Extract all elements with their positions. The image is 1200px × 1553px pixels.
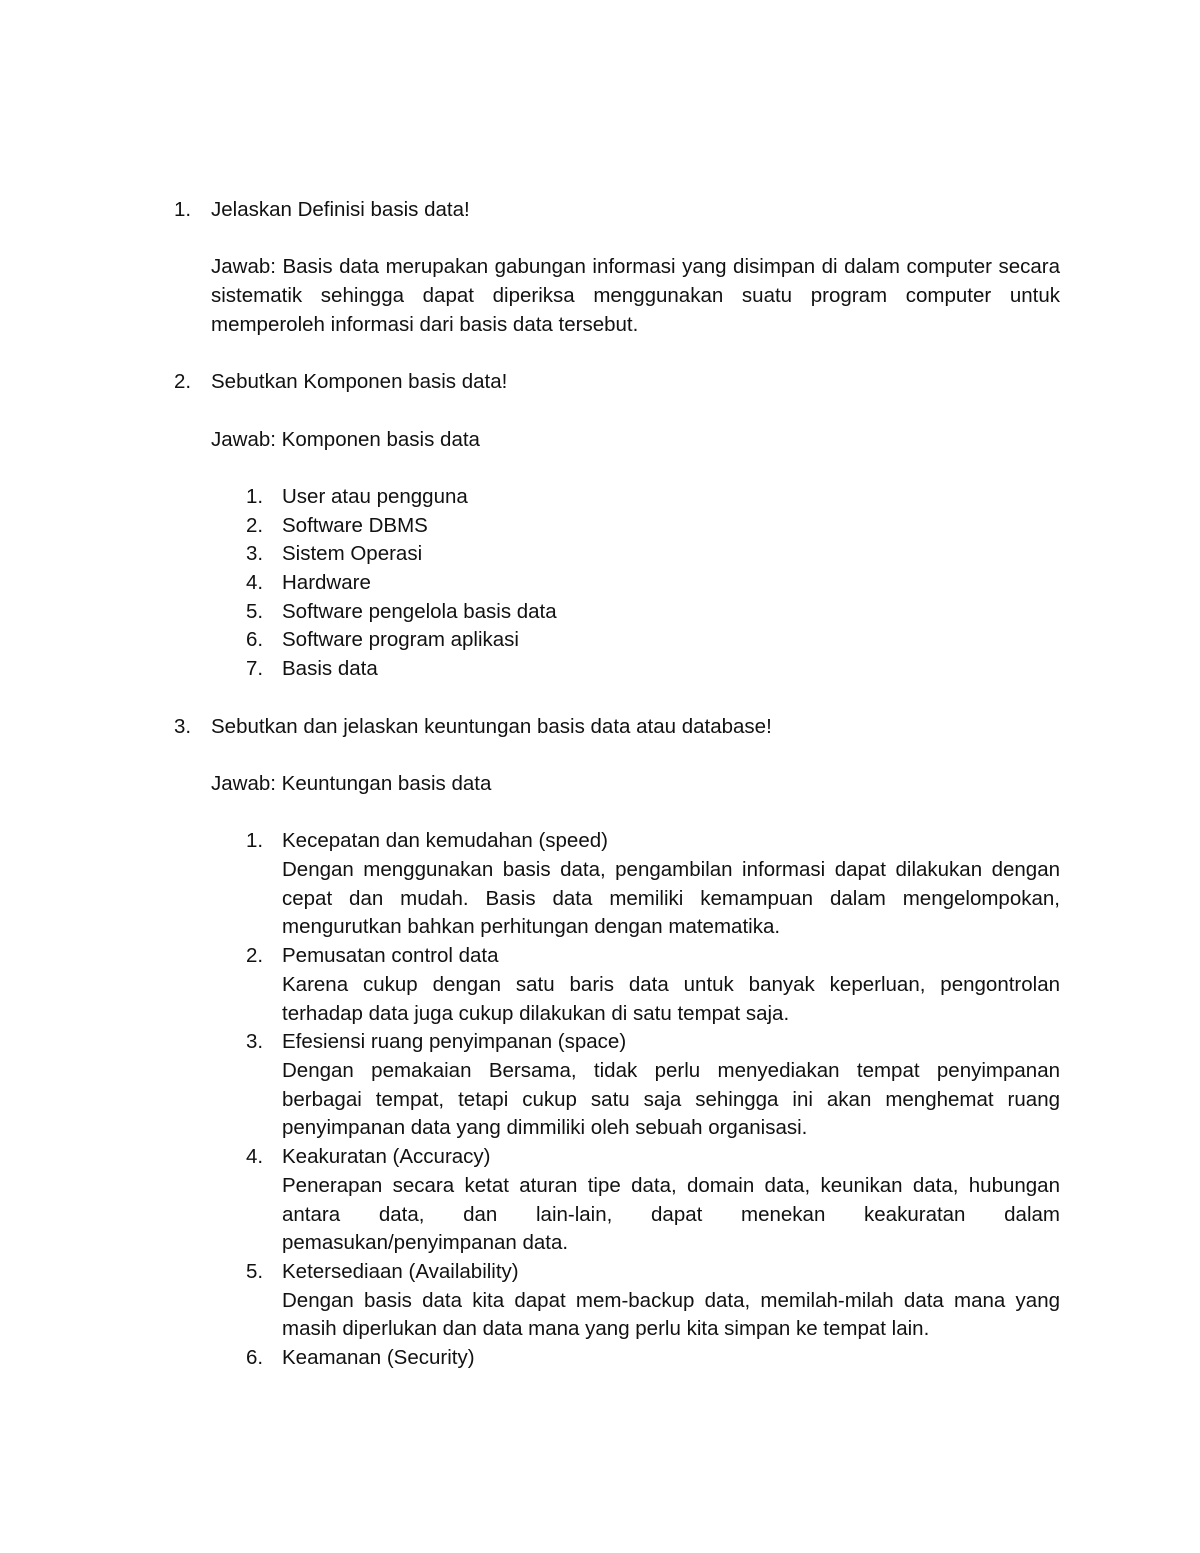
advantage-list: [211, 827, 1060, 1372]
list-item-label: Software program aplikasi: [282, 628, 519, 652]
list-item: [211, 626, 1060, 655]
list-item: [211, 569, 1060, 598]
list-item-label: Software DBMS: [282, 513, 428, 537]
list-item-title: Kecepatan dan kemudahan (speed): [282, 829, 608, 853]
list-item-description: Karena cukup dengan satu baris data untuk banyak keperluan, pengontrolan terhadap data juga cukup dilakukan di satu tempat saja.: [282, 972, 1060, 1025]
list-item-number: 6.: [246, 628, 264, 652]
list-item: [211, 827, 1060, 942]
question-3: [174, 713, 1060, 1373]
list-item-title: Keakuratan (Accuracy): [282, 1145, 491, 1169]
list-item-number: 4.: [246, 571, 264, 595]
list-item-number: 5.: [246, 599, 264, 623]
component-list: [211, 483, 1060, 684]
list-item-number: 3.: [246, 542, 264, 566]
answer-text: Jawab: Basis data merupakan gabungan informasi yang disimpan di dalam computer secara sistematik sehingga dapat diperiksa menggunakan suatu program computer untuk memperoleh informasi dari basis data tersebut.: [211, 255, 1060, 336]
list-item-title: Efesiensi ruang penyimpanan (space): [282, 1030, 627, 1054]
list-item-number: 1.: [246, 829, 264, 853]
list-item: [211, 1028, 1060, 1143]
question-text: Sebutkan dan jelaskan keuntungan basis data atau database!: [211, 714, 772, 738]
list-item: [211, 512, 1060, 541]
list-item-title: Pemusatan control data: [282, 944, 499, 968]
question-number: 3.: [174, 714, 192, 738]
list-item: [211, 483, 1060, 512]
list-item: [211, 942, 1060, 1028]
list-item-number: 4.: [246, 1145, 264, 1169]
list-item-label: Sistem Operasi: [282, 542, 423, 566]
list-item-number: 2.: [246, 513, 264, 537]
list-item: [211, 1344, 1060, 1373]
list-item-title: Keamanan (Security): [282, 1346, 475, 1370]
list-item-description: Dengan menggunakan basis data, pengambilan informasi dapat dilakukan dengan cepat dan mudah. Basis data memiliki kemampuan dalam mengelompokan, mengurutkan bahkan perhitungan dengan matematika.: [282, 858, 1060, 939]
list-item: [211, 1258, 1060, 1344]
list-item-label: Software pengelola basis data: [282, 599, 557, 623]
list-item-number: 1.: [246, 484, 264, 508]
list-item: [211, 655, 1060, 684]
list-item-number: 3.: [246, 1030, 264, 1054]
question-number: 1.: [174, 198, 192, 221]
list-item-label: Hardware: [282, 571, 371, 595]
question-2: [174, 368, 1060, 684]
answer-intro: Jawab: Komponen basis data: [211, 427, 480, 451]
answer-intro: Jawab: Keuntungan basis data: [211, 771, 492, 795]
question-text: Sebutkan Komponen basis data!: [211, 370, 508, 394]
question-1: [174, 196, 1060, 340]
list-item-number: 6.: [246, 1346, 264, 1370]
question-number: 2.: [174, 370, 192, 394]
list-item-label: User atau pengguna: [282, 484, 468, 508]
list-item-description: Dengan basis data kita dapat mem-backup data, memilah-milah data mana yang masih diperlukan dan data mana yang perlu kita simpan ke tempat lain.: [282, 1288, 1060, 1341]
list-item-label: Basis data: [282, 657, 378, 681]
question-text: Jelaskan Definisi basis data!: [211, 198, 470, 221]
list-item-number: 5.: [246, 1259, 264, 1283]
list-item-number: 2.: [246, 944, 264, 968]
document-content: [174, 196, 1060, 1373]
list-item: [211, 1143, 1060, 1258]
list-item-number: 7.: [246, 657, 264, 681]
list-item-description: Dengan pemakaian Bersama, tidak perlu menyediakan tempat penyimpanan berbagai tempat, tetapi cukup satu saja sehingga ini akan menghemat ruang penyimpanan data yang dimmiliki oleh sebuah organisasi.: [282, 1058, 1060, 1140]
list-item-description: Penerapan secara ketat aturan tipe data, domain data, keunikan data, hubungan antara data, dan lain-lain, dapat menekan keakuratan dalam pemasukan/penyimpanan data.: [282, 1173, 1060, 1255]
list-item: [211, 598, 1060, 627]
list-item-title: Ketersediaan (Availability): [282, 1259, 519, 1283]
list-item: [211, 540, 1060, 569]
